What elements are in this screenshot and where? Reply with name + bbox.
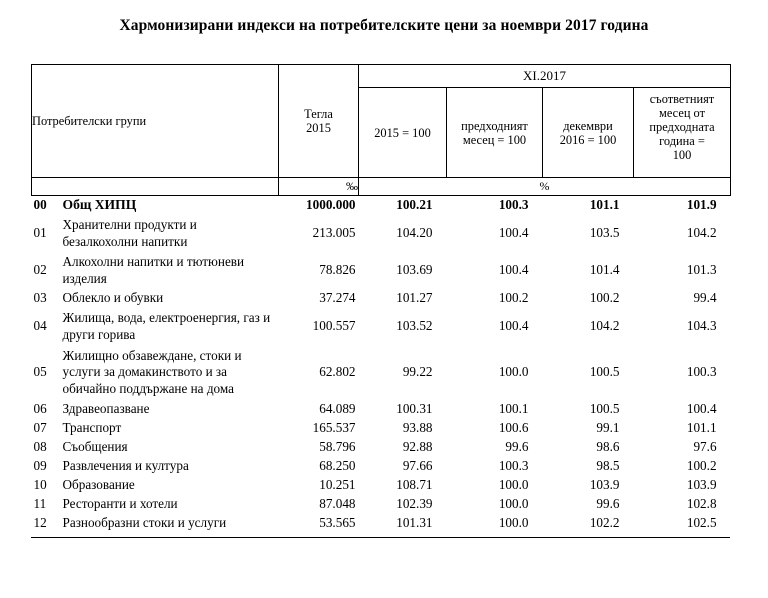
table-row <box>32 457 731 476</box>
row-index-december-2016: 103.5 <box>589 225 620 241</box>
row-index-previous-year: 102.8 <box>686 496 717 512</box>
row-index-previous-year: 101.3 <box>686 262 717 278</box>
row-label: Образование <box>62 477 135 493</box>
row-index-december-2016: 99.6 <box>596 496 620 512</box>
table-row <box>32 438 731 457</box>
row-index-previous-year: 100.3 <box>686 364 717 380</box>
table-row <box>32 289 731 308</box>
header-col-same-month-previous-year: съответният месец от предходната година = 100 <box>634 88 731 178</box>
row-index-2015: 92.88 <box>402 439 433 455</box>
row-weight: 87.048 <box>319 496 356 512</box>
row-index-previous-month: 100.4 <box>498 225 529 241</box>
row-weight: 100.557 <box>312 318 356 334</box>
row-weight: 58.796 <box>319 439 356 455</box>
row-weight: 64.089 <box>319 401 356 417</box>
row-index-previous-month: 100.0 <box>498 496 529 512</box>
row-index-previous-month: 100.6 <box>498 420 529 436</box>
row-code: 09 <box>33 458 47 474</box>
row-index-previous-year: 101.1 <box>686 420 717 436</box>
table-row <box>32 252 731 289</box>
row-index-previous-year: 99.4 <box>693 290 717 306</box>
row-index-2015: 102.39 <box>396 496 433 512</box>
unit-percent: % <box>359 178 731 196</box>
row-index-2015: 99.22 <box>402 364 433 380</box>
row-index-december-2016: 98.5 <box>596 458 620 474</box>
row-code: 06 <box>33 401 47 417</box>
row-index-previous-year: 103.9 <box>686 477 717 493</box>
table-row <box>32 345 731 400</box>
row-code: 12 <box>33 515 47 531</box>
table-row <box>32 400 731 419</box>
table-row <box>32 215 731 252</box>
row-index-previous-month: 100.4 <box>498 262 529 278</box>
row-index-december-2016: 100.5 <box>589 401 620 417</box>
table-row <box>32 308 731 345</box>
row-label: Алкохолни напитки и тютюневи изделия <box>62 254 245 286</box>
row-index-previous-year: 104.3 <box>686 318 717 334</box>
row-index-previous-year: 101.9 <box>686 197 717 213</box>
row-index-december-2016: 104.2 <box>589 318 620 334</box>
row-index-previous-month: 100.4 <box>498 318 529 334</box>
row-index-previous-year: 102.5 <box>686 515 717 531</box>
row-index-2015: 97.66 <box>402 458 433 474</box>
header-col-december-2016: декември 2016 = 100 <box>543 88 634 178</box>
row-index-december-2016: 101.4 <box>589 262 620 278</box>
row-weight: 62.802 <box>319 364 356 380</box>
row-label: Разнообразни стоки и услуги <box>62 515 227 531</box>
row-weight: 68.250 <box>319 458 356 474</box>
row-code: 00 <box>33 197 47 213</box>
row-code: 10 <box>33 477 47 493</box>
row-code: 07 <box>33 420 47 436</box>
row-index-december-2016: 99.1 <box>596 420 620 436</box>
row-index-2015: 103.52 <box>396 318 433 334</box>
row-weight: 213.005 <box>312 225 356 241</box>
row-index-previous-year: 100.2 <box>686 458 717 474</box>
header-col-2015-base: 2015 = 100 <box>359 88 447 178</box>
row-weight: 165.537 <box>312 420 356 436</box>
table-row <box>32 495 731 514</box>
row-code: 02 <box>33 262 47 278</box>
row-index-previous-year: 97.6 <box>693 439 717 455</box>
row-index-previous-month: 100.3 <box>498 458 529 474</box>
row-index-december-2016: 102.2 <box>589 515 620 531</box>
row-label: Хранителни продукти и безалкохолни напитки <box>62 217 197 249</box>
row-index-previous-month: 100.0 <box>498 364 529 380</box>
row-index-december-2016: 101.1 <box>589 197 620 213</box>
row-index-previous-month: 100.1 <box>498 401 529 417</box>
row-label: Общ ХИПЦ <box>62 197 137 213</box>
row-index-previous-year: 100.4 <box>686 401 717 417</box>
header-col-previous-month: предходният месец = 100 <box>447 88 543 178</box>
row-weight: 10.251 <box>319 477 356 493</box>
row-index-previous-month: 100.0 <box>498 515 529 531</box>
table-header <box>32 65 731 196</box>
row-index-2015: 101.27 <box>396 290 433 306</box>
table-bottom-rule <box>31 537 730 538</box>
row-index-2015: 108.71 <box>396 477 433 493</box>
table-row <box>32 514 731 533</box>
row-index-2015: 100.21 <box>396 197 433 213</box>
row-label: Облекло и обувки <box>62 290 164 306</box>
row-weight: 78.826 <box>319 262 356 278</box>
row-label: Жилищно обзавеждане, стоки и услуги за домакинството и за обичайно поддържане на дома <box>62 348 242 396</box>
row-index-2015: 100.31 <box>396 401 433 417</box>
table-row <box>32 476 731 495</box>
row-weight: 1000.000 <box>306 197 356 213</box>
row-label: Здравеопазване <box>62 401 150 417</box>
header-row-top <box>32 65 731 88</box>
hicp-table <box>31 64 731 533</box>
row-index-previous-year: 104.2 <box>686 225 717 241</box>
row-label: Развлечения и култура <box>62 458 189 474</box>
row-index-previous-month: 100.3 <box>498 197 529 213</box>
header-period-xi2017: XI.2017 <box>359 65 731 88</box>
row-code: 04 <box>33 318 47 334</box>
row-weight: 37.274 <box>319 290 356 306</box>
row-index-previous-month: 100.0 <box>498 477 529 493</box>
row-code: 03 <box>33 290 47 306</box>
row-index-december-2016: 100.2 <box>589 290 620 306</box>
row-index-2015: 93.88 <box>402 420 433 436</box>
row-index-2015: 101.31 <box>396 515 433 531</box>
header-weights: Тегла 2015 <box>279 65 359 178</box>
row-index-2015: 104.20 <box>396 225 433 241</box>
row-label: Ресторанти и хотели <box>62 496 178 512</box>
row-label: Съобщения <box>62 439 128 455</box>
row-code: 05 <box>33 364 47 380</box>
table-row <box>32 419 731 438</box>
table-body <box>32 196 731 534</box>
table-row <box>32 196 731 216</box>
row-label: Транспорт <box>62 420 122 436</box>
row-index-december-2016: 98.6 <box>596 439 620 455</box>
row-index-2015: 103.69 <box>396 262 433 278</box>
row-index-december-2016: 100.5 <box>589 364 620 380</box>
row-code: 08 <box>33 439 47 455</box>
row-weight: 53.565 <box>319 515 356 531</box>
unit-cell-blank <box>32 178 279 196</box>
row-index-december-2016: 103.9 <box>589 477 620 493</box>
unit-permille: ‰ <box>279 178 359 196</box>
row-label: Жилища, вода, електроенергия, газ и други горива <box>62 310 271 342</box>
row-index-previous-month: 100.2 <box>498 290 529 306</box>
header-consumer-groups: Потребителски групи <box>32 65 279 178</box>
row-code: 11 <box>33 496 47 512</box>
row-index-previous-month: 99.6 <box>505 439 529 455</box>
header-row-units <box>32 178 731 196</box>
row-code: 01 <box>33 225 47 241</box>
page-title: Хармонизирани индекси на потребителските цени за ноември 2017 година <box>119 17 649 34</box>
